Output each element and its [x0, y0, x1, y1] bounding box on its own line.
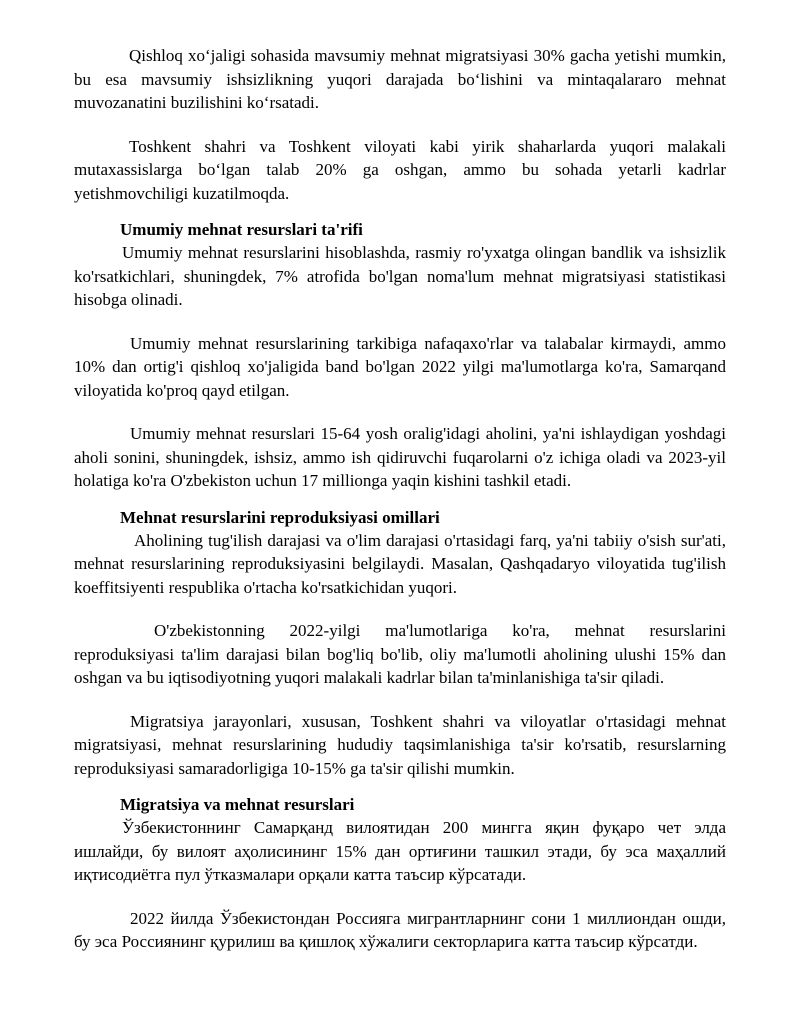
paragraph-seasonal-migration: Qishloq xo‘jaligi sohasida mavsumiy mehnat migratsiyasi 30% gacha yetishi mumkin, bu esa mavsumiy ishsizlikning yuqori darajada bo‘lishini va mintaqalararo mehnat muvozanatini buzilishini ko‘rsatadi. [74, 46, 726, 112]
paragraph-migration-processes: Migratsiya jarayonlari, xususan, Toshkent shahri va viloyatlar o'rtasidagi mehnat migratsiyasi, mehnat resurslarining hududiy taqsimlanishiga ta'sir ko'rsatib, resurslarning reproduksiyasi samaradorligiga 10-15% ga ta'sir qilishi mumkin. [74, 711, 726, 778]
paragraph-education-level: O'zbekistonning 2022-yilgi ma'lumotlariga ko'ra, mehnat resurslarini reproduksiyasi ta'lim darajasi bilan bog'liq bo'lib, oliy ma'lumotli aholining ulushi 15% dan oshgan va bu iqtisodiyotning yuqori malakali kadrlar bilan ta'minlanishiga ta'sir qiladi. [74, 621, 726, 687]
document-page [74, 44, 726, 954]
paragraph-tashkent-demand: Toshkent shahri va Toshkent viloyati kabi yirik shaharlarda yuqori malakali mutaxassislarga bo‘lgan talab 20% ga oshgan, ammo bu sohada yetarli kadrlar yetishmovchiligi kuzatilmoqda. [74, 136, 726, 203]
section-heading-general-labor-resources: Umumiy mehnat resurslari ta'rifi [120, 220, 363, 239]
section-heading-reproduction-factors: Mehnat resurslarini reproduksiyasi omillari [120, 507, 440, 527]
paragraph-natural-growth: Aholining tug'ilish darajasi va o'lim darajasi o'rtasidagi farq, ya'ni tabiiy o'sish sur'ati, mehnat resurslarining reproduksiyasini belgilaydi. Masalan, Qashqadaryo viloyatida tug'ilish koeffitsiyenti respublika o'rtacha ko'rsatkichidan yuqori. [74, 530, 726, 597]
paragraph-migrants-to-russia: 2022 йилда Ўзбекистондан Россияга мигрантларнинг сони 1 миллиондан ошди, бу эса Россиянинг қурилиш ва қишлоқ хўжалиги секторларига катта таъсир кўрсатди. [74, 908, 726, 951]
paragraph-working-age-population: Umumiy mehnat resurslari 15-64 yosh oralig'idagi aholini, ya'ni ishlaydigan yoshdagi aholi sonini, shuningdek, ishsiz, ammo ish qidiruvchi fuqarolarni o'z ichiga oladi va 2023-yil holatiga ko'ra O'zbekiston uchun 17 millionga yaqin kishini tashkil etadi. [74, 424, 726, 490]
paragraph-samarkand-workers-abroad: Ўзбекистоннинг Самарқанд вилоятидан 200 мингга яқин фуқаро чет элда ишлайди, бу вилоят аҳолисининг 15% дан ортиғини ташкил этади, бу эса маҳаллий иқтисодиётга пул ўтказмалари орқали катта таъсир кўрсатади. [74, 818, 726, 884]
section-heading-migration-and-labor: Migratsiya va mehnat resurslari [120, 795, 355, 814]
paragraph-labor-calculation: Umumiy mehnat resurslarini hisoblashda, rasmiy ro'yxatga olingan bandlik va ishsizlik ko'rsatkichlari, shuningdek, 7% atrofida bo'lgan noma'lum mehnat migratsiyasi statistikasi hisobga olinadi. [74, 243, 726, 309]
paragraph-labor-composition: Umumiy mehnat resurslarining tarkibiga nafaqaxo'rlar va talabalar kirmaydi, ammo 10% dan ortig'i qishloq xo'jaligida band bo'lgan 2022 yilgi ma'lumotlarga ko'ra, Samarqand viloyatida ko'proq qayd etilgan. [74, 333, 726, 400]
